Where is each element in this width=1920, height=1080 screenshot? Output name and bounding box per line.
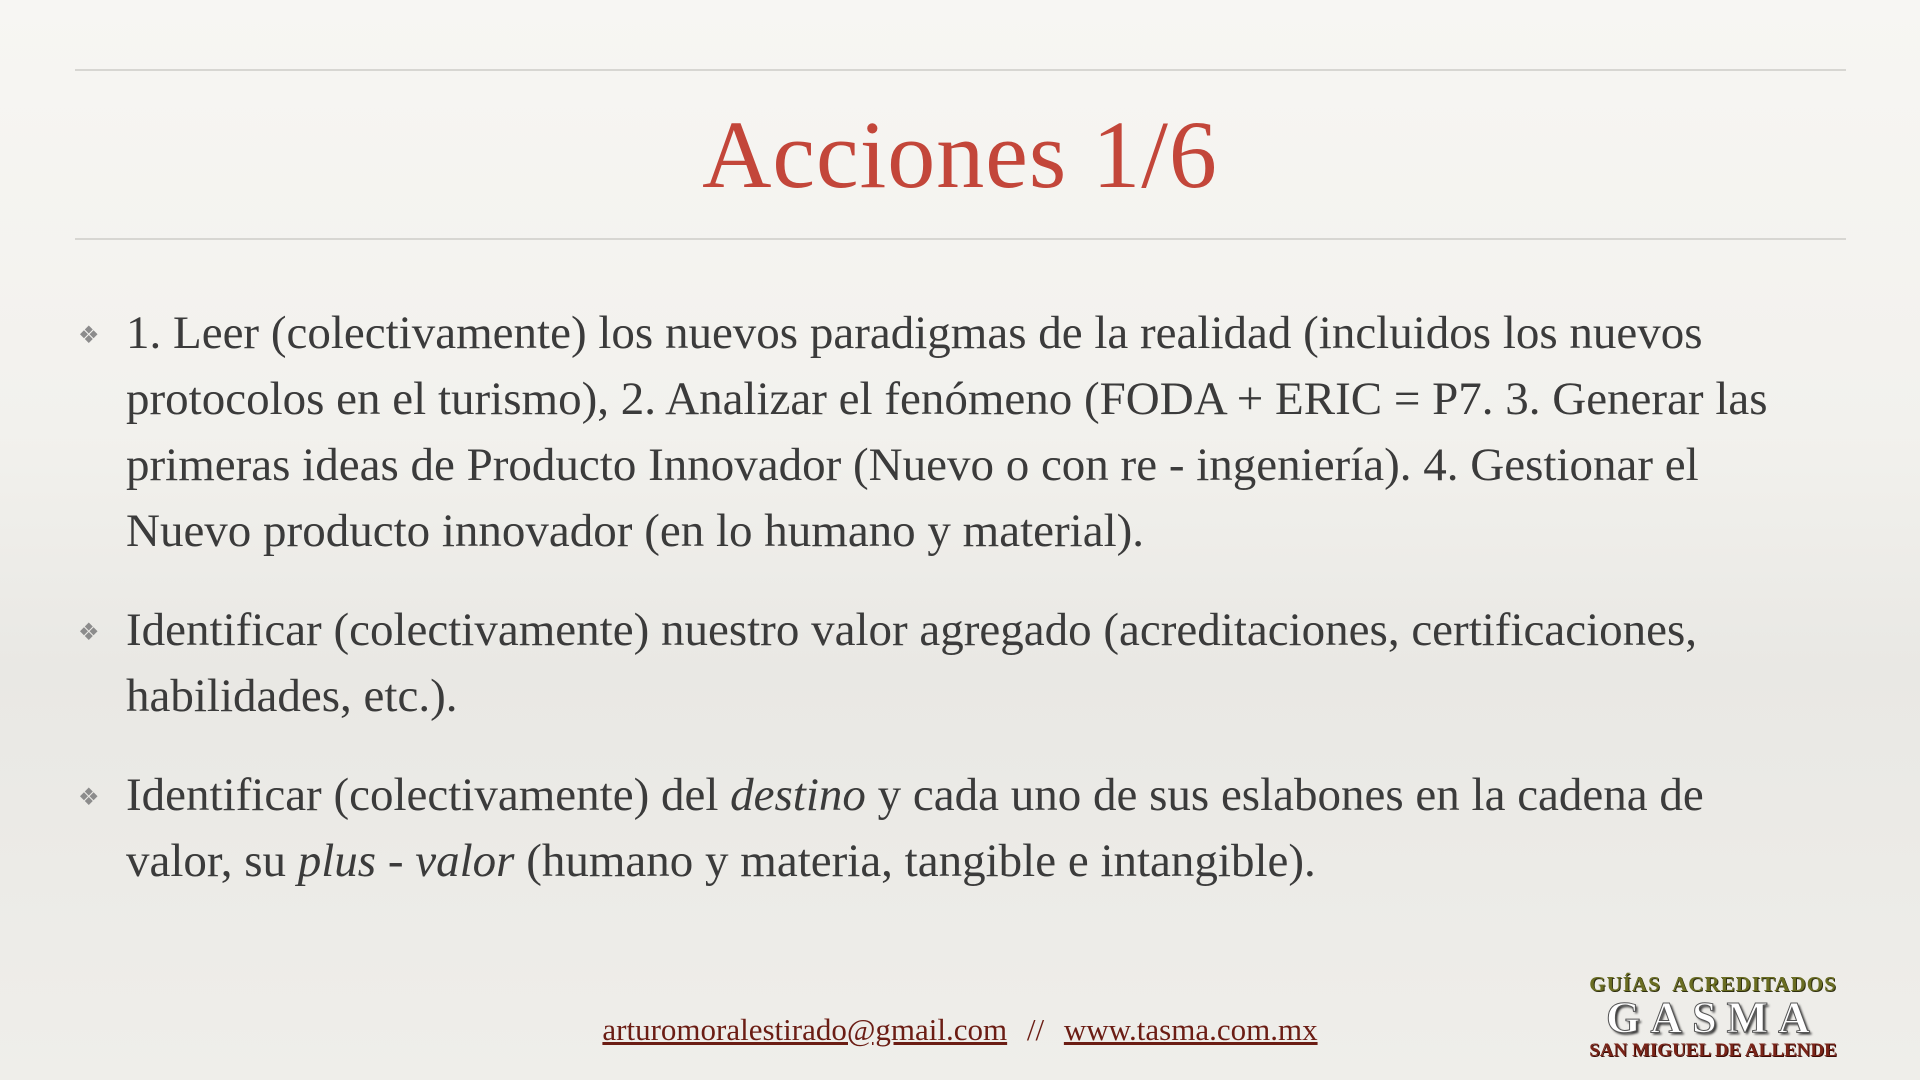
email-link[interactable]: arturomoralestirado@gmail.com <box>602 1012 1008 1047</box>
title-divider <box>75 238 1846 240</box>
bullet-item <box>78 597 1818 729</box>
bullet-segment: y cada uno de sus eslabones en la cadena de valor, su <box>126 769 1704 887</box>
bullet-segment: Identificar (colectivamente) nuestro valor agregado (acreditaciones, certificaciones, habilidades, etc.). <box>126 604 1698 722</box>
bullet-text <box>126 604 1697 722</box>
logo-name: GASMA <box>1606 993 1820 1042</box>
slide-title: Acciones 1/6 <box>702 101 1218 208</box>
bullet-item <box>78 300 1818 564</box>
bullet-text <box>126 769 1704 887</box>
bullet-segment: 1. Leer (colectivamente) los nuevos paradigmas de la realidad (incluidos los nuevos protocolos en el turismo), 2. Analizar el fenómeno (FODA + ERIC = P7. 3. Generar las primeras ideas de Producto Innovador (Nuevo o con re - ingeniería). 4. Gestionar el Nuevo producto innovador (en lo humano y material). <box>126 307 1768 557</box>
bullet-text <box>126 307 1768 557</box>
top-divider <box>75 69 1846 71</box>
bullet-list <box>78 300 1818 894</box>
bullet-item <box>78 762 1818 894</box>
diamond-bullet-icon: ❖ <box>78 785 100 811</box>
logo-tagline: GUÍAS ACREDITADOS <box>1589 972 1837 996</box>
bullet-segment: (humano y materia, tangible e intangible). <box>514 835 1316 887</box>
logo-location: SAN MIGUEL DE ALLENDE <box>1589 1040 1837 1061</box>
bullet-emphasis: plus - valor <box>297 835 515 887</box>
bullet-segment: Identificar (colectivamente) del <box>126 769 731 821</box>
website-link[interactable]: www.tasma.com.mx <box>1063 1012 1318 1047</box>
bullet-emphasis: destino <box>730 769 866 821</box>
footer-separator: // <box>1026 1012 1045 1047</box>
diamond-bullet-icon: ❖ <box>78 323 100 349</box>
diamond-bullet-icon: ❖ <box>78 620 100 646</box>
gasma-logo <box>1568 972 1858 1062</box>
